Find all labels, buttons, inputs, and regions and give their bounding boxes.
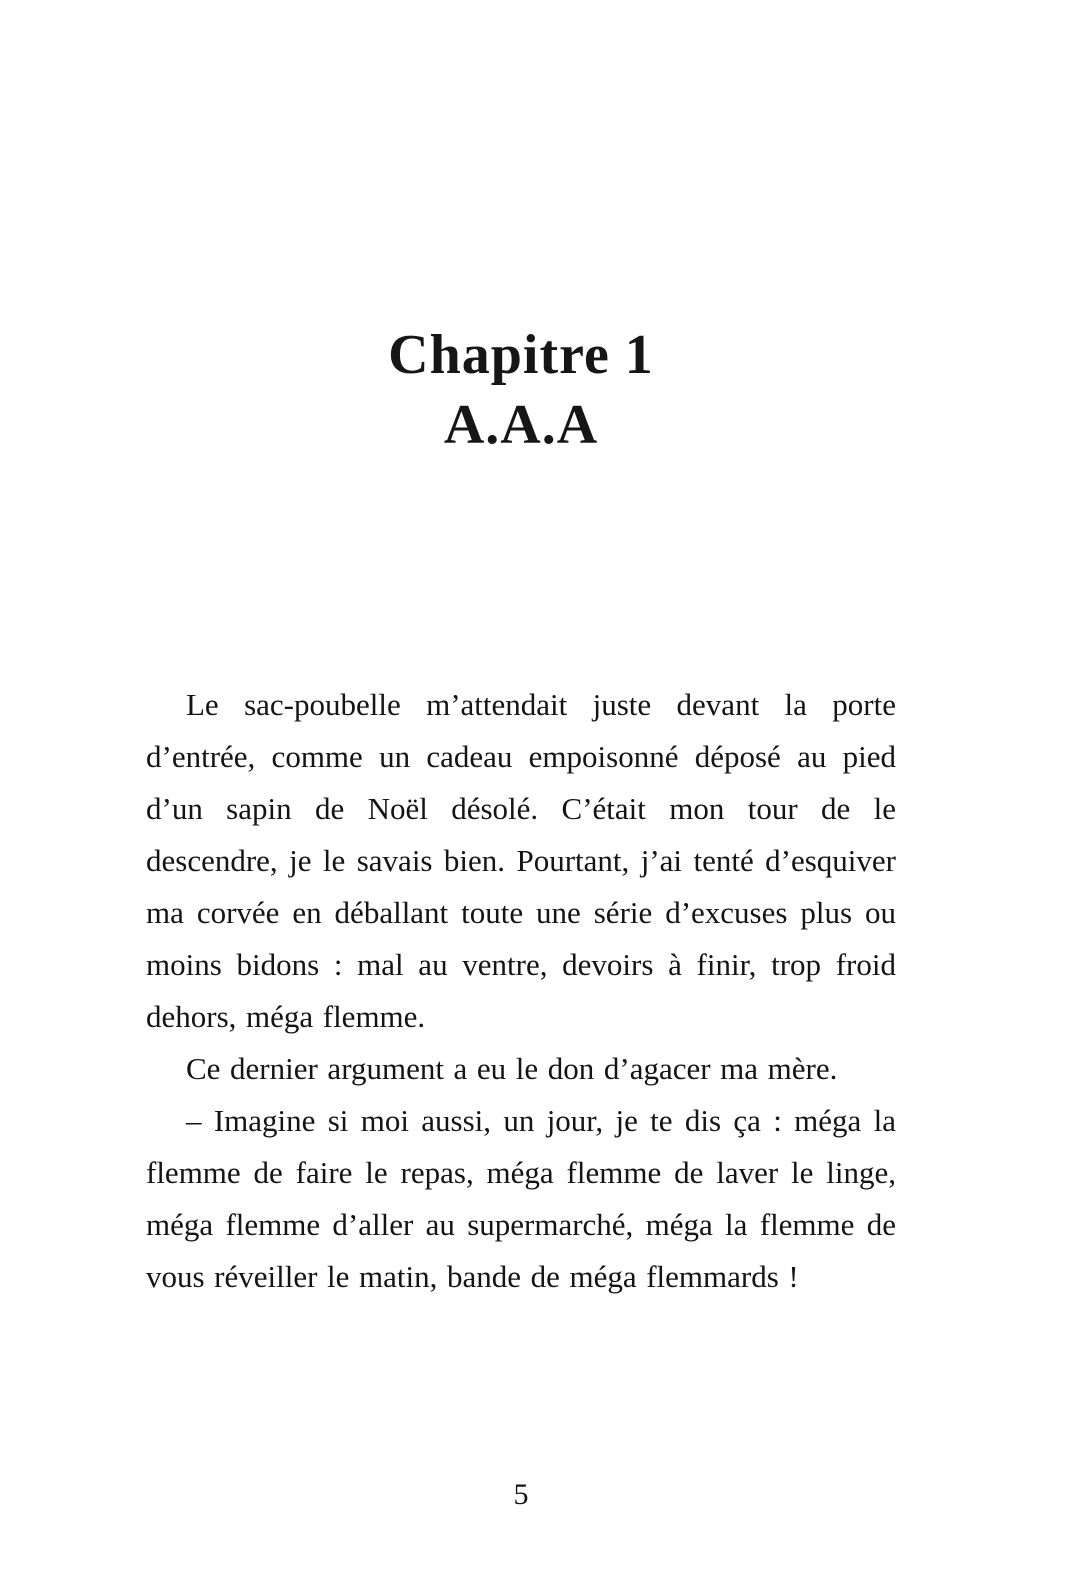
chapter-heading [146,320,896,460]
page-footer [146,1478,896,1512]
paragraph: Le sac-poubelle m’attendait juste devant la porte d’entrée, comme un cadeau empoisonné déposé au pied d’un sapin de Noël désolé. C’était mon tour de le descendre, je le savais bien. Pourtant, j’ai tenté d’esquiver ma corvée en déballant toute une série d’excuses plus ou moins bidons : mal au ventre, devoirs à finir, trop froid dehors, méga flemme. [146,687,896,1034]
paragraph: Ce dernier argument a eu le don d’agacer ma mère. [186,1051,838,1086]
chapter-title: A.A.A [443,394,599,456]
chapter-number: Chapitre 1 [388,324,654,386]
page-number: 5 [513,1478,529,1511]
paragraph: – Imagine si moi aussi, un jour, je te dis ça : méga la flemme de faire le repas, méga flemme de laver le linge, méga flemme d’aller au supermarché, méga la flemme de vous réveiller le matin, bande de méga flemmards ! [146,1103,896,1294]
body-text [146,679,896,1303]
